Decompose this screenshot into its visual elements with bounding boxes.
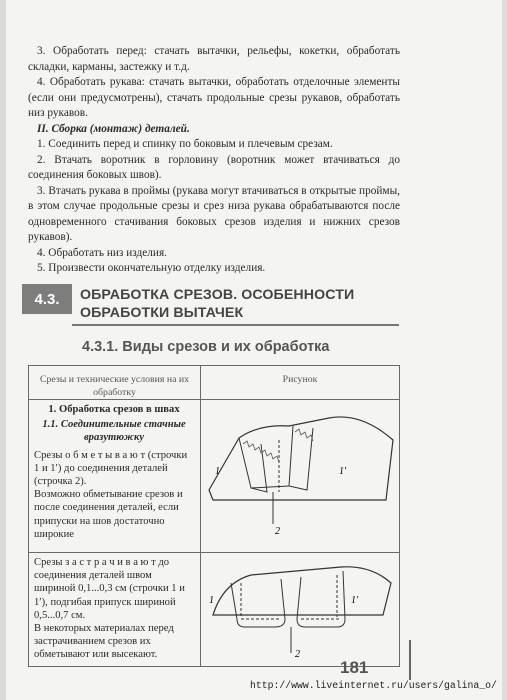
paragraph-sleeves: 4. Обработать рукава: стачать вытачки, обработать отделочные элементы (если они предусмотрены), стачать продольные срезы рукавов, обработать низ рукавов. — [28, 76, 400, 119]
table-cell-row2 — [29, 553, 201, 667]
seam-edge-stitch-figure — [201, 553, 399, 661]
section-title: ОБРАБОТКА СРЕЗОВ. ОСОБЕННОСТИ ОБРАБОТКИ ВЫТАЧЕК — [80, 287, 355, 321]
section-number-badge: 4.3. — [22, 284, 72, 314]
table-cell-row1 — [29, 400, 201, 553]
table-header-conditions: Срезы и технические условия на их обработку — [29, 366, 201, 400]
page-edge-left — [0, 0, 6, 700]
table-figure-cell-1 — [201, 400, 400, 553]
seam-overlock-figure — [201, 400, 399, 547]
row1-text: Возможно обметывание срезов и после соединения деталей, если припуски на шов достаточно широкие — [34, 489, 183, 540]
page-number-bar — [409, 640, 411, 680]
subtitle-assembly: II. Сборка (монтаж) деталей. — [37, 122, 190, 135]
section-divider — [72, 324, 399, 326]
fig2-label: 1 — [209, 595, 214, 606]
group-title: 1. Обработка срезов в швах — [48, 404, 180, 415]
fig1-label: 1′ — [339, 466, 347, 477]
fig1-label: 2 — [275, 526, 280, 537]
fig1-label: 1 — [215, 466, 220, 477]
assembly-step: 1. Соединить перед и спинку по боковым и плечевым срезам. — [37, 138, 333, 150]
seams-table — [28, 365, 400, 667]
fig2-label: 1′ — [351, 595, 359, 606]
table-header-figure: Рисунок — [201, 366, 400, 400]
page-number: 181 — [340, 658, 369, 677]
table-figure-cell-2 — [201, 553, 400, 667]
row2-text: Срезы з а с т р а ч и в а ю т до соединения деталей швом шириной 0,1...0,3 см (строчки 1 и 1′), подгибая припуск шириной 0,5...0,7 см. — [34, 557, 185, 621]
page-edge-right — [502, 0, 507, 700]
source-url: http://www.liveinternet.ru/users/galina_o/ — [250, 680, 497, 691]
subsection-title: 4.3.1. Виды срезов и их обработка — [82, 339, 330, 355]
body-text — [28, 44, 400, 277]
row2-text: В некоторых материалах перед застрачиванием срезов их обметывают или высекают. — [34, 623, 174, 661]
assembly-step: 2. Втачать воротник в горловину (воротник может втачиваться до соединения боковых швов). — [28, 153, 400, 181]
assembly-step: 3. Втачать рукава в проймы (рукава могут втачиваться в открытые проймы, в этом случае продольные срезы и срез низа рукава обрабатываются после одновременного стачивания боковых срезов изделия и нижних срезов рукавов). — [28, 184, 400, 243]
paragraph-front: 3. Обработать перед: стачать вытачки, рельефы, кокетки, обработать складки, карманы, застежку и т.д. — [28, 45, 400, 73]
assembly-step: 5. Произвести окончательную отделку изделия. — [37, 262, 266, 274]
assembly-step: 4. Обработать низ изделия. — [37, 246, 167, 259]
subgroup-title: 1.1. Соединительные стачные вразутюжку — [42, 419, 186, 444]
row1-text: Срезы о б м е т ы в а ю т (строчки 1 и 1′) до соединения деталей (строчка 2). — [34, 449, 188, 488]
fig2-label: 2 — [295, 649, 300, 660]
